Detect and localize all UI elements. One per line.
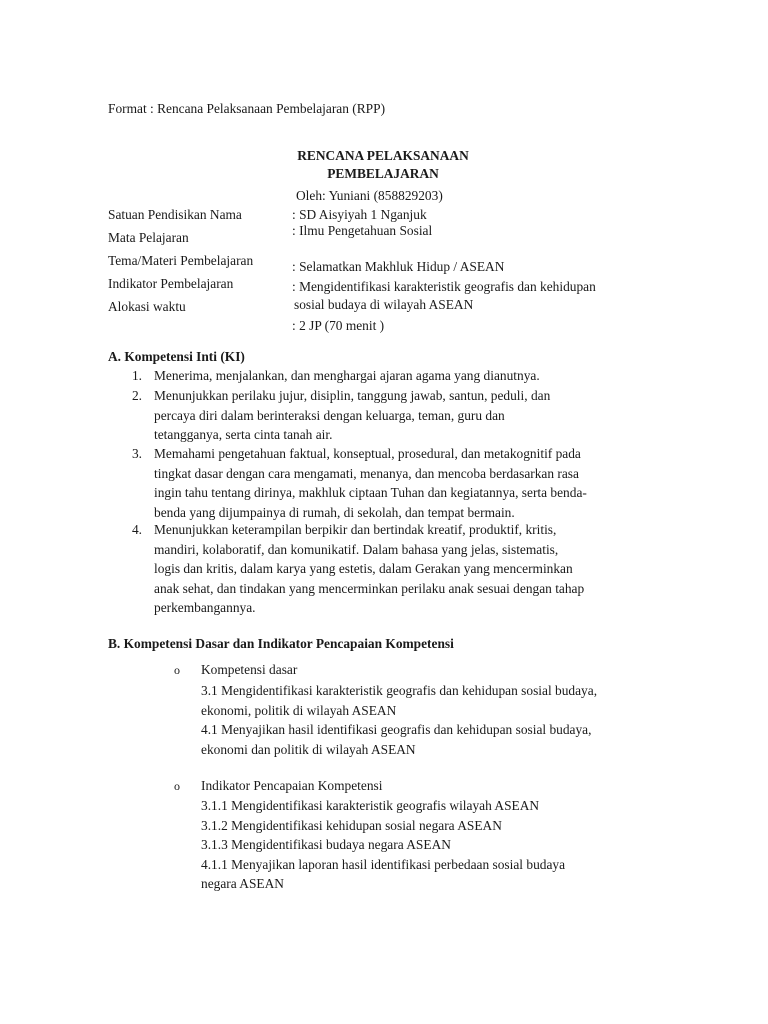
ki-item-3 <box>154 444 587 522</box>
kd-line: 4.1 Menyajikan hasil identifikasi geografis dan kehidupan sosial budaya, <box>201 722 592 737</box>
ki-line: tingkat dasar dengan cara mengamati, menanya, dan mencoba berdasarkan rasa <box>154 465 579 481</box>
ipk-line: 3.1.1 Mengidentifikasi karakteristik geografis wilayah ASEAN <box>201 798 540 813</box>
label-time: Alokasi waktu <box>108 299 186 314</box>
ki-item-4 <box>154 520 584 618</box>
document-title <box>258 147 508 182</box>
kd-list <box>201 681 597 759</box>
ki-number: 3. <box>131 446 142 461</box>
format-line: Format : Rencana Pelaksanaan Pembelajaran (RPP) <box>108 101 386 116</box>
ipk-list <box>201 796 565 894</box>
ki-number: 1. <box>131 368 142 383</box>
ipk-line: 4.1.1 Menyajikan laporan hasil identifikasi perbedaan sosial budaya <box>201 856 566 872</box>
ki-line: logis dan kritis, dalam karya yang estetis, dalam Gerakan yang mencerminkan <box>154 561 573 576</box>
kd-line: 3.1 Mengidentifikasi karakteristik geografis dan kehidupan sosial budaya, <box>201 683 598 698</box>
section-a-heading: A. Kompetensi Inti (KI) <box>108 349 245 364</box>
ki-item-1 <box>154 366 540 386</box>
author-line: Oleh: Yuniani (858829203) <box>296 188 443 203</box>
label-school: Satuan Pendisikan Nama <box>108 207 242 222</box>
ki-line: percaya diri dalam berinteraksi dengan keluarga, teman, guru dan <box>154 407 505 423</box>
bullet-circle-icon: o <box>174 663 180 677</box>
ki-line: Memahami pengetahuan faktual, konseptual, prosedural, dan metakognitif pada <box>154 446 581 461</box>
ipk-line: 3.1.2 Mengidentifikasi kehidupan sosial negara ASEAN <box>201 817 502 833</box>
title-line-1: RENCANA PELAKSANAAN <box>297 148 469 163</box>
kd-line: ekonomi dan politik di wilayah ASEAN <box>201 741 416 757</box>
section-b-heading: B. Kompetensi Dasar dan Indikator Pencapaian Kompetensi <box>108 636 454 651</box>
value-subject: : Ilmu Pengetahuan Sosial <box>292 223 433 238</box>
value-time: : 2 JP (70 menit ) <box>292 318 385 333</box>
ki-line: Menunjukkan keterampilan berpikir dan bertindak kreatif, produktif, kritis, <box>154 522 557 537</box>
bullet-circle-icon: o <box>174 779 180 793</box>
ki-line: anak sehat, dan tindakan yang mencerminkan perilaku anak sesuai dengan tahap <box>154 580 585 596</box>
label-theme: Tema/Materi Pembelajaran <box>108 253 254 268</box>
value-school: : SD Aisyiyah 1 Nganjuk <box>292 207 427 222</box>
ki-line: Menerima, menjalankan, dan menghargai ajaran agama yang dianutnya. <box>154 368 540 383</box>
ki-number: 4. <box>131 522 142 537</box>
ki-line: perkembangannya. <box>154 600 256 615</box>
ki-line: Menunjukkan perilaku jujur, disiplin, tanggung jawab, santun, peduli, dan <box>154 388 551 403</box>
ki-line: benda yang dijumpainya di rumah, di sekolah, dan tempat bermain. <box>154 504 515 520</box>
kd-line: ekonomi, politik di wilayah ASEAN <box>201 702 397 718</box>
kd-label: Kompetensi dasar <box>201 662 298 677</box>
ipk-line: 3.1.3 Mengidentifikasi budaya negara ASEAN <box>201 837 451 852</box>
label-indicator: Indikator Pembelajaran <box>108 276 234 291</box>
title-line-2: PEMBELAJARAN <box>327 165 439 181</box>
ki-number: 2. <box>131 388 142 403</box>
ki-item-2 <box>154 386 550 445</box>
ki-line: tetangganya, serta cinta tanah air. <box>154 427 333 442</box>
value-indicator-line-1: : Mengidentifikasi karakteristik geografis dan kehidupan <box>292 279 596 294</box>
value-indicator-line-2: sosial budaya di wilayah ASEAN <box>294 297 474 312</box>
ki-line: ingin tahu tentang dirinya, makhluk ciptaan Tuhan dan kegiatannya, serta benda- <box>154 485 587 500</box>
ipk-label: Indikator Pencapaian Kompetensi <box>201 778 383 793</box>
value-theme: : Selamatkan Makhluk Hidup / ASEAN <box>292 259 505 274</box>
ipk-line: negara ASEAN <box>201 876 284 891</box>
ki-line: mandiri, kolaboratif, dan komunikatif. Dalam bahasa yang jelas, sistematis, <box>154 541 559 557</box>
label-subject: Mata Pelajaran <box>108 230 189 245</box>
